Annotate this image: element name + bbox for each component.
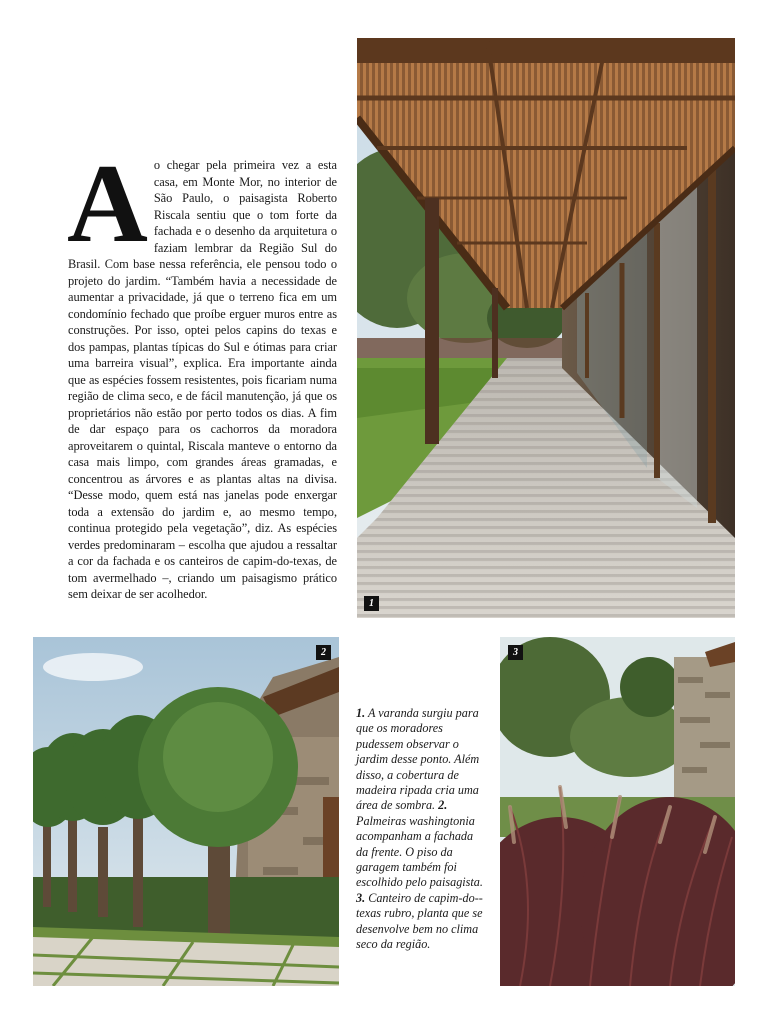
article-text: o chegar pela primeira vez a esta casa, em Monte Mor, no interior de São Paulo, o paisagista Roberto Riscala sentiu que o tom forte da fachada e o desenho da arquitetura o faziam lembrar da Região Sul do Brasil. Com base nessa referência, ele pensou todo o projeto do jardim. “Também havia a necessidade de aumentar a privacidade, já que o terreno fica em um condomínio fechado que proíbe erguer muros entre as construções. Por isso, optei pelos capins do texas e dos pampas, plantas típicas do Sul e ótimas para criar uma barreira visual”, explica. Era importante ainda que as espécies fossem resistentes, pois ficariam numa região de clima seco, e de fácil manutenção, já que os proprietários não estão por perto todos os dias. A fim de dar espaço para os cachorros da moradora aproveitarem o quintal, Riscala manteve o entorno da casa mais limpo, com grandes áreas gramadas, e concentrou as árvores e as plantas altas na divisa. “Desse modo, quem está nas janelas pode enxergar toda a extensão do jardim e, ao mesmo tempo, continua protegido pela vegetação”, diz. As espécies verdes predominaram – escolha que ajudou a ressaltar a cor da fachada e os canteiros de capim-do-texas, de tom avermelhado –, criando um paisagismo prático sem deixar de ser acolhedor. (68, 158, 337, 601)
photo-caption (356, 706, 486, 953)
caption-number-3: 3. (356, 890, 366, 905)
caption-text-1: A varanda surgiu para que os moradores pudessem observar o jardim desse ponto. Além disso, a cobertura de madeira ripada cria uma área de sombra. (356, 706, 480, 813)
caption-number-1: 1. (356, 706, 366, 720)
photo-veranda (357, 38, 735, 618)
photo-grass (500, 637, 735, 986)
veranda-image (357, 38, 735, 618)
caption-text-3: Canteiro de capim-do--texas rubro, planta que se desenvolve bem no clima seco da região. (356, 890, 483, 952)
article-body (67, 142, 337, 603)
photo-number-badge-3: 3 (508, 645, 523, 660)
photo-number-badge-2: 2 (316, 645, 331, 660)
photo-palms (33, 637, 339, 986)
caption-text-2: Palmeiras washingtonia acompanham a fachada da frente. O piso da garagem também foi escolhido pelo paisagista. (356, 813, 483, 890)
drop-cap: A (67, 142, 148, 266)
palms-image (33, 637, 339, 986)
photo-number-badge-1: 1 (364, 596, 379, 611)
grass-image (500, 637, 735, 986)
caption-number-2: 2. (438, 798, 448, 813)
